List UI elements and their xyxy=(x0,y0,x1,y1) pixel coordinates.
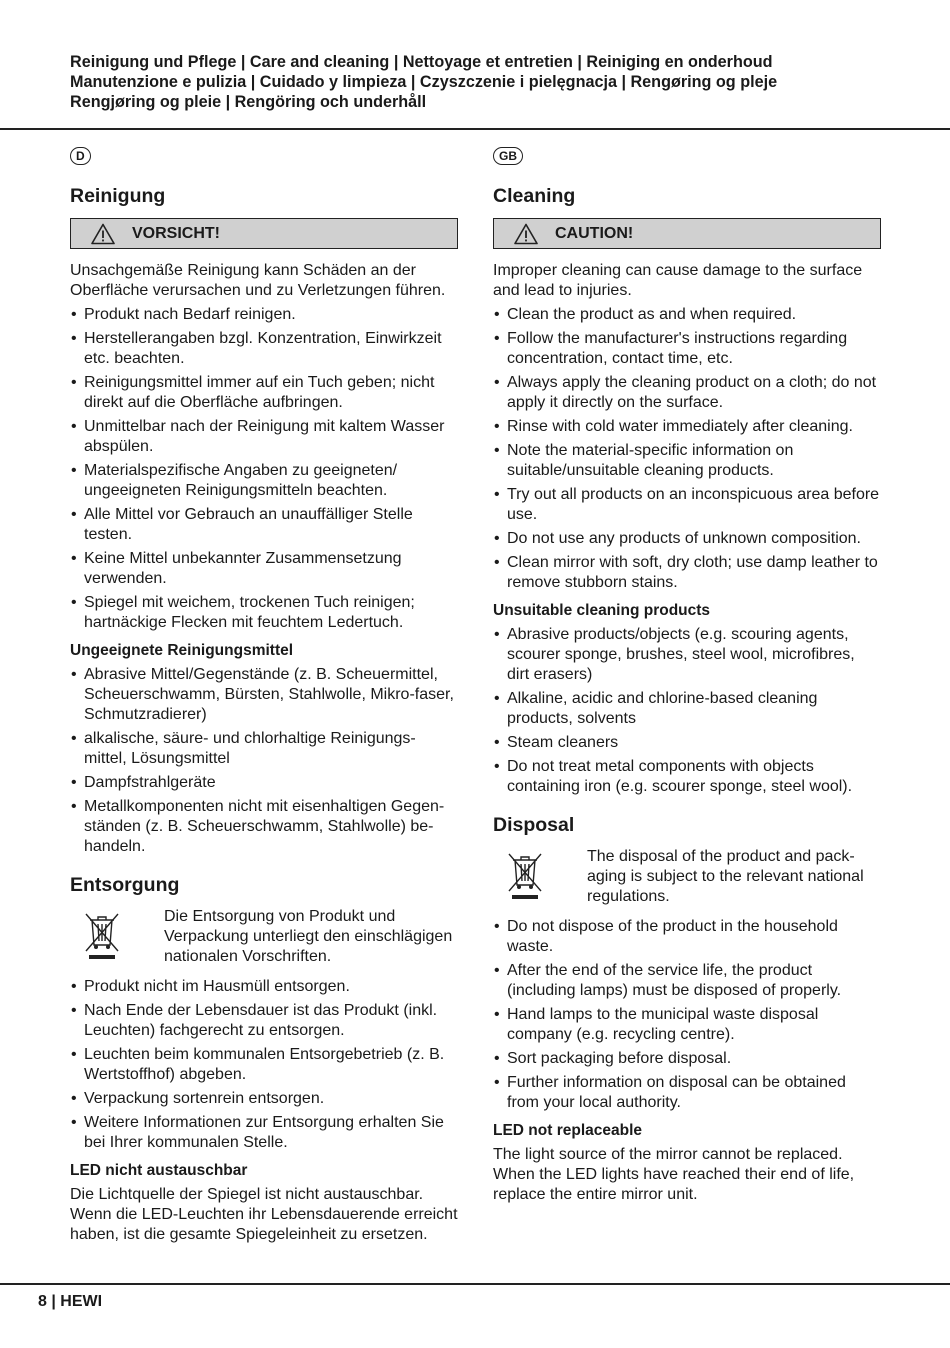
list-item: • Sort packaging before disposal. xyxy=(493,1049,881,1069)
list-item: • Do not treat metal components with objects containing iron (e.g. scourer sponge, steel wool). xyxy=(493,757,881,797)
cleaning-intro: Unsachgemäße Reinigung kann Schäden an der Oberfläche verursachen und zu Verletzungen führen. xyxy=(70,262,446,299)
header-line-2: Manutenzione e pulizia | Cuidado y limpieza | Czyszczenie i pielęgnacja | Rengøring og pleje xyxy=(70,73,778,91)
list-item: • Hand lamps to the municipal waste disposal company (e.g. recycling centre). xyxy=(493,1005,881,1045)
section-title-cleaning: Cleaning xyxy=(493,185,576,207)
list-item: • Herstellerangaben bzgl. Konzentration, Einwirkzeit etc. beachten. xyxy=(70,329,458,369)
list-item: • Clean the product as and when required. xyxy=(493,305,881,325)
warning-triangle-icon xyxy=(91,223,115,245)
led-title: LED not replaceable xyxy=(493,1122,643,1139)
section-title-disposal: Entsorgung xyxy=(70,874,180,896)
cleaning-intro: Improper cleaning can cause damage to the surface and lead to injuries. xyxy=(493,262,863,299)
section-title-disposal: Disposal xyxy=(493,814,575,836)
disposal-note xyxy=(493,847,881,907)
header-line-1: Reinigung und Pflege | Care and cleaning | Nettoyage et entretien | Reiniging en onderhoud xyxy=(70,53,773,71)
led-text: Die Lichtquelle der Spiegel ist nicht austauschbar. Wenn die LED-Leuchten ihr Lebensdauerende erreicht haben, ist die gesamte Spiegeleinheit zu ersetzen. xyxy=(70,1186,458,1243)
section-title-cleaning: Reinigung xyxy=(70,185,166,207)
header-line-3: Rengjøring og pleie | Rengöring och underhåll xyxy=(70,93,427,111)
disposal-note xyxy=(70,907,458,967)
list-item: • Reinigungsmittel immer auf ein Tuch geben; nicht direkt auf die Oberfläche aufbringen. xyxy=(70,373,458,413)
language-badge-gb: GB xyxy=(493,147,523,165)
unsuitable-title: Ungeeignete Reinigungsmittel xyxy=(70,642,294,659)
list-item: • Abrasive products/objects (e.g. scouring agents, scourer sponge, brushes, steel wool, microfibres, dirt erasers) xyxy=(493,625,881,685)
caution-label: CAUTION! xyxy=(555,224,634,242)
list-item: • alkalische, säure- und chlorhaltige Reinigungs-mittel, Lösungsmittel xyxy=(70,729,458,769)
page-footer: 8 | HEWI xyxy=(38,1293,103,1310)
list-item: • Always apply the cleaning product on a cloth; do not apply it directly on the surface. xyxy=(493,373,881,413)
cleaning-list xyxy=(493,305,881,593)
list-item: • Dampfstrahlgeräte xyxy=(70,773,458,793)
list-item: • Metallkomponenten nicht mit eisenhaltigen Gegen-ständen (z. B. Scheuerschwamm, Stahlwolle) be-handeln. xyxy=(70,797,458,857)
list-item: • Spiegel mit weichem, trockenen Tuch reinigen; hartnäckige Flecken mit feuchtem Ledertuch. xyxy=(70,593,458,633)
list-item: • Materialspezifische Angaben zu geeigneten/ ungeeigneten Reinigungsmitteln beachten. xyxy=(70,461,458,501)
unsuitable-list xyxy=(493,625,881,797)
caution-box xyxy=(70,218,458,249)
list-item: • Nach Ende der Lebensdauer ist das Produkt (inkl. Leuchten) fachgerecht zu entsorgen. xyxy=(70,1001,458,1041)
list-item: • Alle Mittel vor Gebrauch an unauffälliger Stelle testen. xyxy=(70,505,458,545)
list-item: • Abrasive Mittel/Gegenstände (z. B. Scheuermittel, Scheuerschwamm, Bürsten, Stahlwolle, Mikro-faser, Schmutzradierer) xyxy=(70,665,458,725)
led-title: LED nicht austauschbar xyxy=(70,1162,248,1179)
caution-box xyxy=(493,218,881,249)
list-item: • Weitere Informationen zur Entsorgung erhalten Sie bei Ihrer kommunalen Stelle. xyxy=(70,1113,458,1153)
list-item: • Produkt nicht im Hausmüll entsorgen. xyxy=(70,977,458,997)
warning-triangle-icon xyxy=(514,223,538,245)
list-item: • Keine Mittel unbekannter Zusammensetzung verwenden. xyxy=(70,549,458,589)
list-item: • After the end of the service life, the product (including lamps) must be disposed of properly. xyxy=(493,961,881,1001)
list-item: • Leuchten beim kommunalen Entsorgebetrieb (z. B. Wertstoffhof) abgeben. xyxy=(70,1045,458,1085)
english-column xyxy=(493,146,881,1209)
led-text: The light source of the mirror cannot be replaced. When the LED lights have reached their end of life, replace the entire mirror unit. xyxy=(493,1146,855,1203)
language-badge-de: D xyxy=(70,147,91,165)
list-item: • Clean mirror with soft, dry cloth; use damp leather to remove stubborn stains. xyxy=(493,553,881,593)
list-item: • Unmittelbar nach der Reinigung mit kaltem Wasser abspülen. xyxy=(70,417,458,457)
crossed-out-bin-icon xyxy=(82,911,122,961)
disposal-list xyxy=(70,977,458,1153)
list-item: • Do not use any products of unknown composition. xyxy=(493,529,881,549)
list-item: • Rinse with cold water immediately after cleaning. xyxy=(493,417,881,437)
disposal-text: Die Entsorgung von Produkt und Verpackung unterliegt den einschlägigen nationalen Vorschriften. xyxy=(164,908,453,965)
list-item: • Produkt nach Bedarf reinigen. xyxy=(70,305,458,325)
page-header xyxy=(70,52,920,112)
disposal-list xyxy=(493,917,881,1113)
list-item: • Verpackung sortenrein entsorgen. xyxy=(70,1089,458,1109)
caution-label: VORSICHT! xyxy=(132,224,220,242)
top-divider xyxy=(0,128,950,130)
crossed-out-bin-icon xyxy=(505,851,545,901)
list-item: • Alkaline, acidic and chlorine-based cleaning products, solvents xyxy=(493,689,881,729)
list-item: • Note the material-specific information on suitable/unsuitable cleaning products. xyxy=(493,441,881,481)
list-item: • Follow the manufacturer's instructions regarding concentration, contact time, etc. xyxy=(493,329,881,369)
list-item: • Do not dispose of the product in the household waste. xyxy=(493,917,881,957)
disposal-text: The disposal of the product and pack-aging is subject to the relevant national regulations. xyxy=(587,848,864,905)
bottom-divider xyxy=(0,1283,950,1285)
unsuitable-list xyxy=(70,665,458,857)
list-item: • Further information on disposal can be obtained from your local authority. xyxy=(493,1073,881,1113)
list-item: • Try out all products on an inconspicuous area before use. xyxy=(493,485,881,525)
unsuitable-title: Unsuitable cleaning products xyxy=(493,602,711,619)
german-column xyxy=(70,146,458,1249)
list-item: • Steam cleaners xyxy=(493,733,881,753)
cleaning-list xyxy=(70,305,458,633)
